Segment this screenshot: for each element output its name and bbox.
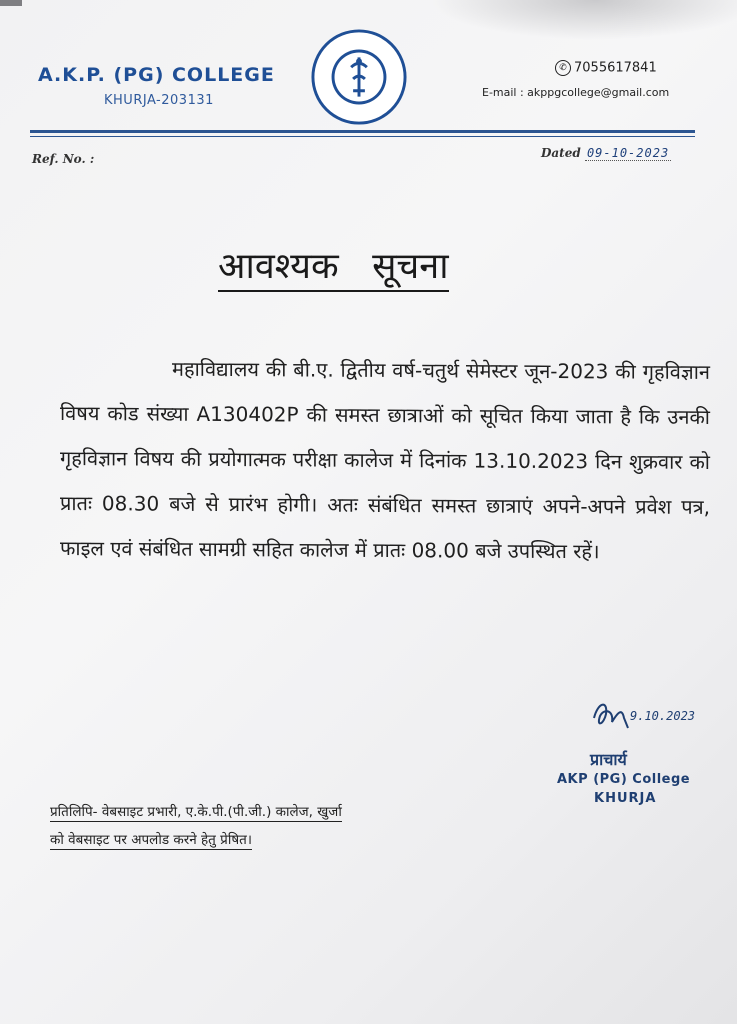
copy-to-line-2: को वेबसाइट पर अपलोड करने हेतु प्रेषित।	[50, 832, 252, 848]
signature-date: 9.10.2023	[630, 709, 696, 723]
dated-line	[541, 146, 671, 160]
camera-shadow	[430, 0, 737, 40]
page-corner-mark	[0, 0, 22, 6]
college-seal-logo	[310, 28, 408, 126]
college-name: A.K.P. (PG) COLLEGE	[38, 64, 275, 86]
copy-to-line-1: प्रतिलिपि- वेबसाइट प्रभारी, ए.के.पी.(पी.जी.) कालेज, खुर्जा	[50, 804, 342, 820]
email-address: E-mail : akppgcollege@gmail.com	[482, 86, 670, 99]
copy-to-note	[50, 798, 450, 854]
dated-value: 09-10-2023	[586, 146, 670, 160]
notice-heading: आवश्यक सूचना	[218, 240, 449, 292]
notice-body: महाविद्यालय की बी.ए. द्वितीय वर्ष-चतुर्थ सेमेस्टर जून-2023 की गृहविज्ञान विषय कोड संख्या A130402P की समस्त छात्राओं को सूचित किया जाता है कि उनकी गृहविज्ञान विषय की प्रयोगात्मक परीक्षा कालेज में दिनांक 13.10.2023 दिन शुक्रवार को प्रातः 08.30 बजे से प्रारंभ होगी। अतः संबंधित समस्त छात्राएं अपने-अपने प्रवेश पत्र, फाइल एवं संबंधित सामग्री सहित कालेज में प्रातः 08.00 बजे उपस्थित रहें।	[60, 356, 710, 564]
principal-designation: प्राचार्य	[590, 750, 627, 769]
header-divider-thick	[30, 130, 695, 133]
phone-icon: ✆	[555, 60, 571, 76]
college-city: KHURJA-203131	[104, 93, 214, 108]
stamp-city: KHURJA	[594, 791, 657, 806]
phone-value: 7055617841	[574, 60, 657, 76]
header-divider-thin	[30, 136, 695, 137]
ref-number-label: Ref. No. :	[32, 152, 95, 166]
stamp-college-name: AKP (PG) College	[557, 772, 691, 787]
dated-label: Dated	[541, 146, 581, 160]
phone-number	[555, 60, 657, 76]
principal-signature	[588, 688, 708, 734]
